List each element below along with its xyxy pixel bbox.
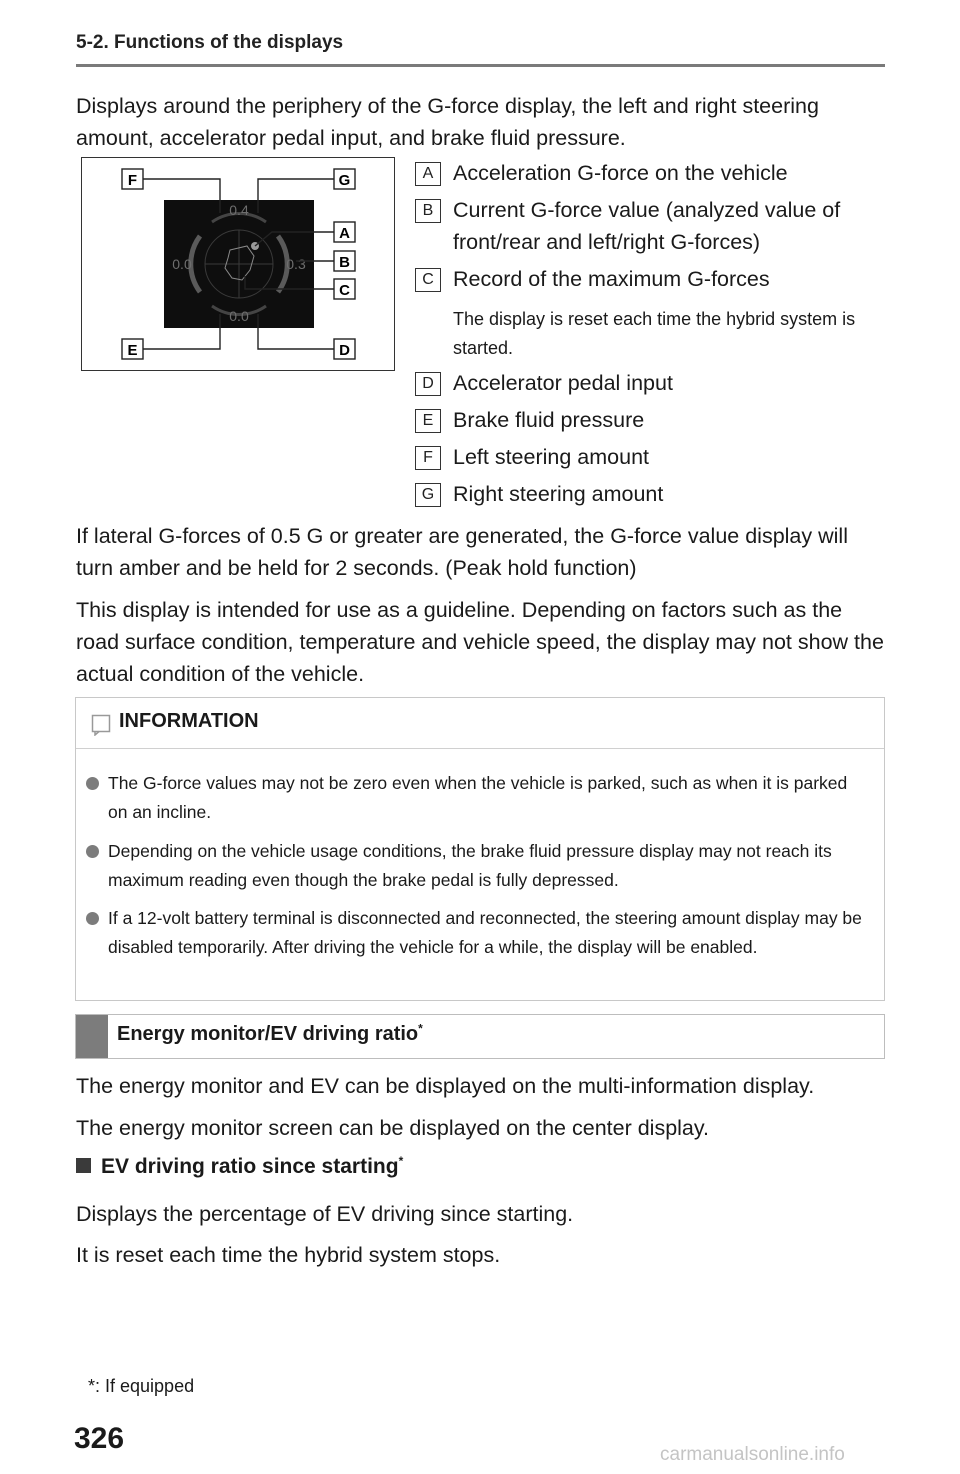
legend-text: Accelerator pedal input [453,371,673,395]
section-title [117,1023,423,1046]
legend-letter: G [415,483,441,507]
equipped-mark: * [398,1154,404,1168]
section-tab [76,1015,108,1058]
footnote: *: If equipped [88,1376,195,1396]
legend-letter: B [415,199,441,223]
callout-b: B [339,254,350,271]
legend-text: Brake fluid pressure [453,408,645,432]
section-header: 5-2. Functions of the displays [76,32,344,53]
callout-d: D [339,342,350,359]
legend-letter: E [415,409,441,433]
energy-paragraph-1: The energy monitor and EV can be displayed on the multi-information display. [76,1074,815,1098]
peak-hold-paragraph: If lateral G-forces of 0.5 G or greater are generated, the G-force value display will turn amber and be held for 2 seconds. (Peak hold function) [76,524,848,580]
callout-a: A [339,225,350,242]
page-number: 326 [74,1422,125,1455]
info-note-icon [91,714,111,736]
readout-top: 0.4 [229,202,249,218]
readout-left: 0.0 [172,256,192,272]
header-rule [76,64,885,67]
callout-e: E [127,342,138,359]
information-title: INFORMATION [119,710,259,732]
square-bullet-icon [76,1158,91,1173]
legend-text: Record of the maximum G-forces [453,267,770,291]
ev-paragraph-1: Displays the percentage of EV driving since starting. [76,1202,574,1226]
info-item-text: The G-force values may not be zero even when the vehicle is parked, such as when it is parked on an incline. [108,773,848,822]
information-header [76,698,884,749]
guideline-paragraph: This display is intended for use as a guideline. Depending on factors such as the road surface condition, temperature and vehicle speed, the display may not show the actual condition of the vehicle. [76,598,884,686]
ev-paragraph-2: It is reset each time the hybrid system stops. [76,1243,501,1267]
legend-text: Acceleration G-force on the vehicle [453,161,788,185]
info-item-text: Depending on the vehicle usage conditions, the brake fluid pressure display may not reach its maximum reading even though the brake pedal is fully depressed. [108,841,832,890]
callout-c: C [339,282,350,299]
callout-f: F [127,172,138,189]
legend-letter: C [415,268,441,292]
bullet-icon [86,777,99,790]
information-box [75,697,885,1001]
section-heading-bar [75,1014,885,1059]
section-title-text: Energy monitor/EV driving ratio [117,1023,419,1045]
legend-text: Left steering amount [453,445,650,469]
energy-paragraph-2: The energy monitor screen can be displayed on the center display. [76,1116,710,1140]
g-force-diagram-svg [82,158,396,372]
subheading-text: EV driving ratio since starting [101,1155,399,1178]
legend-text: Right steering amount [453,482,664,506]
legend-note: The display is reset each time the hybrid system is started. [453,309,856,358]
readout-right: 0.3 [286,256,306,272]
intro-paragraph: Displays around the periphery of the G-force display, the left and right steering amount, accelerator pedal input, and brake fluid pressure. [76,94,819,150]
legend-text: Current G-force value (analyzed value of front/rear and left/right G-forces) [453,198,841,254]
legend-letter: A [415,162,441,186]
watermark: carmanualsonline.info [660,1444,845,1465]
info-item-text: If a 12-volt battery terminal is disconnected and reconnected, the steering amount display may be disabled temporarily. After driving the vehicle for a while, the display will be enabled. [108,908,862,957]
ev-ratio-subheading [76,1155,403,1179]
bullet-icon [86,912,99,925]
equipped-mark: * [418,1021,423,1036]
bullet-icon [86,845,99,858]
legend-letter: F [415,446,441,470]
readout-bottom: 0.0 [229,308,249,324]
callout-g: G [338,172,351,189]
legend-letter: D [415,372,441,396]
g-force-diagram [81,157,395,371]
